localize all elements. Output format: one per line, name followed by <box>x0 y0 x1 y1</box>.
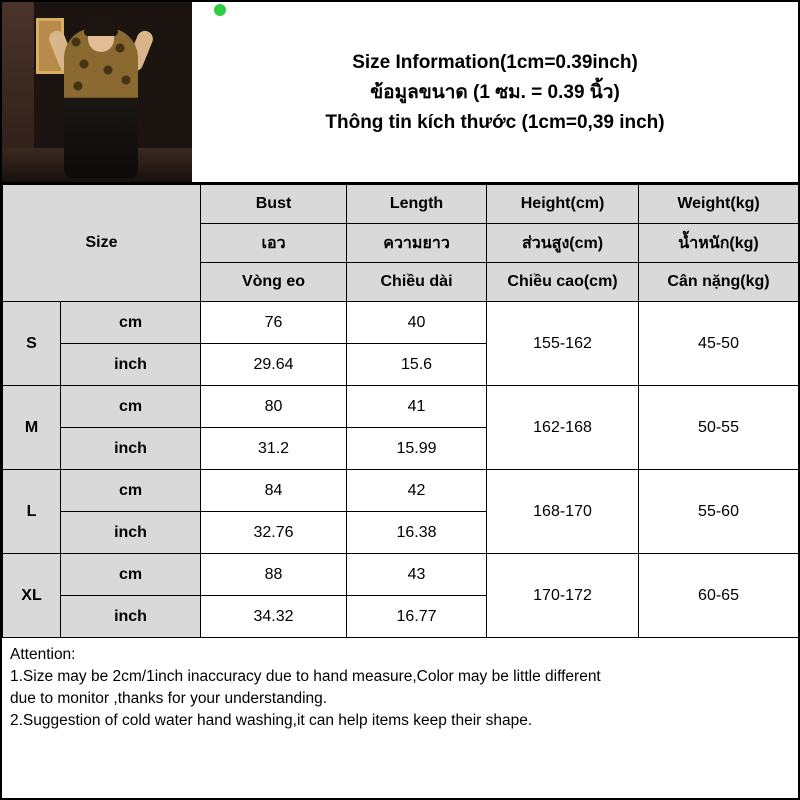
row-unit-inch: inch <box>61 428 201 470</box>
attention-heading: Attention: <box>10 646 76 663</box>
cell-bust-cm-l: 84 <box>201 470 347 512</box>
row-size-xl: XL <box>3 554 61 638</box>
cell-length-inch-l: 16.38 <box>347 512 487 554</box>
header <box>2 2 798 184</box>
cell-bust-cm-m: 80 <box>201 386 347 428</box>
col-header-bust-vi: Vòng eo <box>201 263 347 302</box>
table-header-row-en <box>3 185 799 224</box>
col-header-bust-th: เอว <box>201 224 347 263</box>
cell-height-m: 162-168 <box>487 386 639 470</box>
col-header-bust-en: Bust <box>201 185 347 224</box>
row-size-s: S <box>3 302 61 386</box>
cell-length-inch-s: 15.6 <box>347 344 487 386</box>
cell-weight-xl: 60-65 <box>639 554 799 638</box>
table-row <box>3 386 799 428</box>
title-line-en: Size Information(1cm=0.39inch) <box>352 52 638 73</box>
row-unit-cm: cm <box>61 554 201 596</box>
cell-length-cm-l: 42 <box>347 470 487 512</box>
cell-bust-inch-l: 32.76 <box>201 512 347 554</box>
cell-height-s: 155-162 <box>487 302 639 386</box>
cell-length-cm-s: 40 <box>347 302 487 344</box>
title-line-th: ข้อมูลขนาด (1 ซม. = 0.39 นิ้ว) <box>370 82 620 103</box>
row-unit-cm: cm <box>61 302 201 344</box>
photo-hair <box>84 16 118 36</box>
cell-height-l: 168-170 <box>487 470 639 554</box>
size-table <box>2 184 799 638</box>
col-header-height-th: ส่วนสูง(cm) <box>487 224 639 263</box>
cell-bust-cm-xl: 88 <box>201 554 347 596</box>
row-unit-inch: inch <box>61 344 201 386</box>
col-header-weight-en: Weight(kg) <box>639 185 799 224</box>
cell-weight-s: 45-50 <box>639 302 799 386</box>
col-header-length-th: ความยาว <box>347 224 487 263</box>
cell-length-cm-m: 41 <box>347 386 487 428</box>
row-size-m: M <box>3 386 61 470</box>
title-line-vi: Thông tin kích thước (1cm=0,39 inch) <box>325 112 665 133</box>
row-size-l: L <box>3 470 61 554</box>
model-photo <box>2 2 192 182</box>
col-header-length-vi: Chiều dài <box>347 263 487 302</box>
col-header-length-en: Length <box>347 185 487 224</box>
table-row <box>3 554 799 596</box>
table-row <box>3 302 799 344</box>
row-unit-inch: inch <box>61 512 201 554</box>
col-header-height-en: Height(cm) <box>487 185 639 224</box>
cell-bust-inch-s: 29.64 <box>201 344 347 386</box>
cell-length-inch-m: 15.99 <box>347 428 487 470</box>
size-header-cell: Size <box>3 185 201 302</box>
col-header-height-vi: Chiều cao(cm) <box>487 263 639 302</box>
cell-bust-cm-s: 76 <box>201 302 347 344</box>
cell-bust-inch-xl: 34.32 <box>201 596 347 638</box>
cell-bust-inch-m: 31.2 <box>201 428 347 470</box>
row-unit-inch: inch <box>61 596 201 638</box>
col-header-weight-th: น้ำหนัก(kg) <box>639 224 799 263</box>
title-block <box>192 2 798 182</box>
cell-length-cm-xl: 43 <box>347 554 487 596</box>
col-header-weight-vi: Cân nặng(kg) <box>639 263 799 302</box>
attention-block <box>2 638 798 731</box>
attention-line-2: due to monitor ,thanks for your understanding. <box>10 690 328 707</box>
cell-weight-m: 50-55 <box>639 386 799 470</box>
attention-line-1: 1.Size may be 2cm/1inch inaccuracy due to hand measure,Color may be little different <box>10 668 601 685</box>
cell-weight-l: 55-60 <box>639 470 799 554</box>
row-unit-cm: cm <box>61 386 201 428</box>
cell-length-inch-xl: 16.77 <box>347 596 487 638</box>
attention-line-3: 2.Suggestion of cold water hand washing,it can help items keep their shape. <box>10 712 533 729</box>
cell-height-xl: 170-172 <box>487 554 639 638</box>
row-unit-cm: cm <box>61 470 201 512</box>
table-row <box>3 470 799 512</box>
